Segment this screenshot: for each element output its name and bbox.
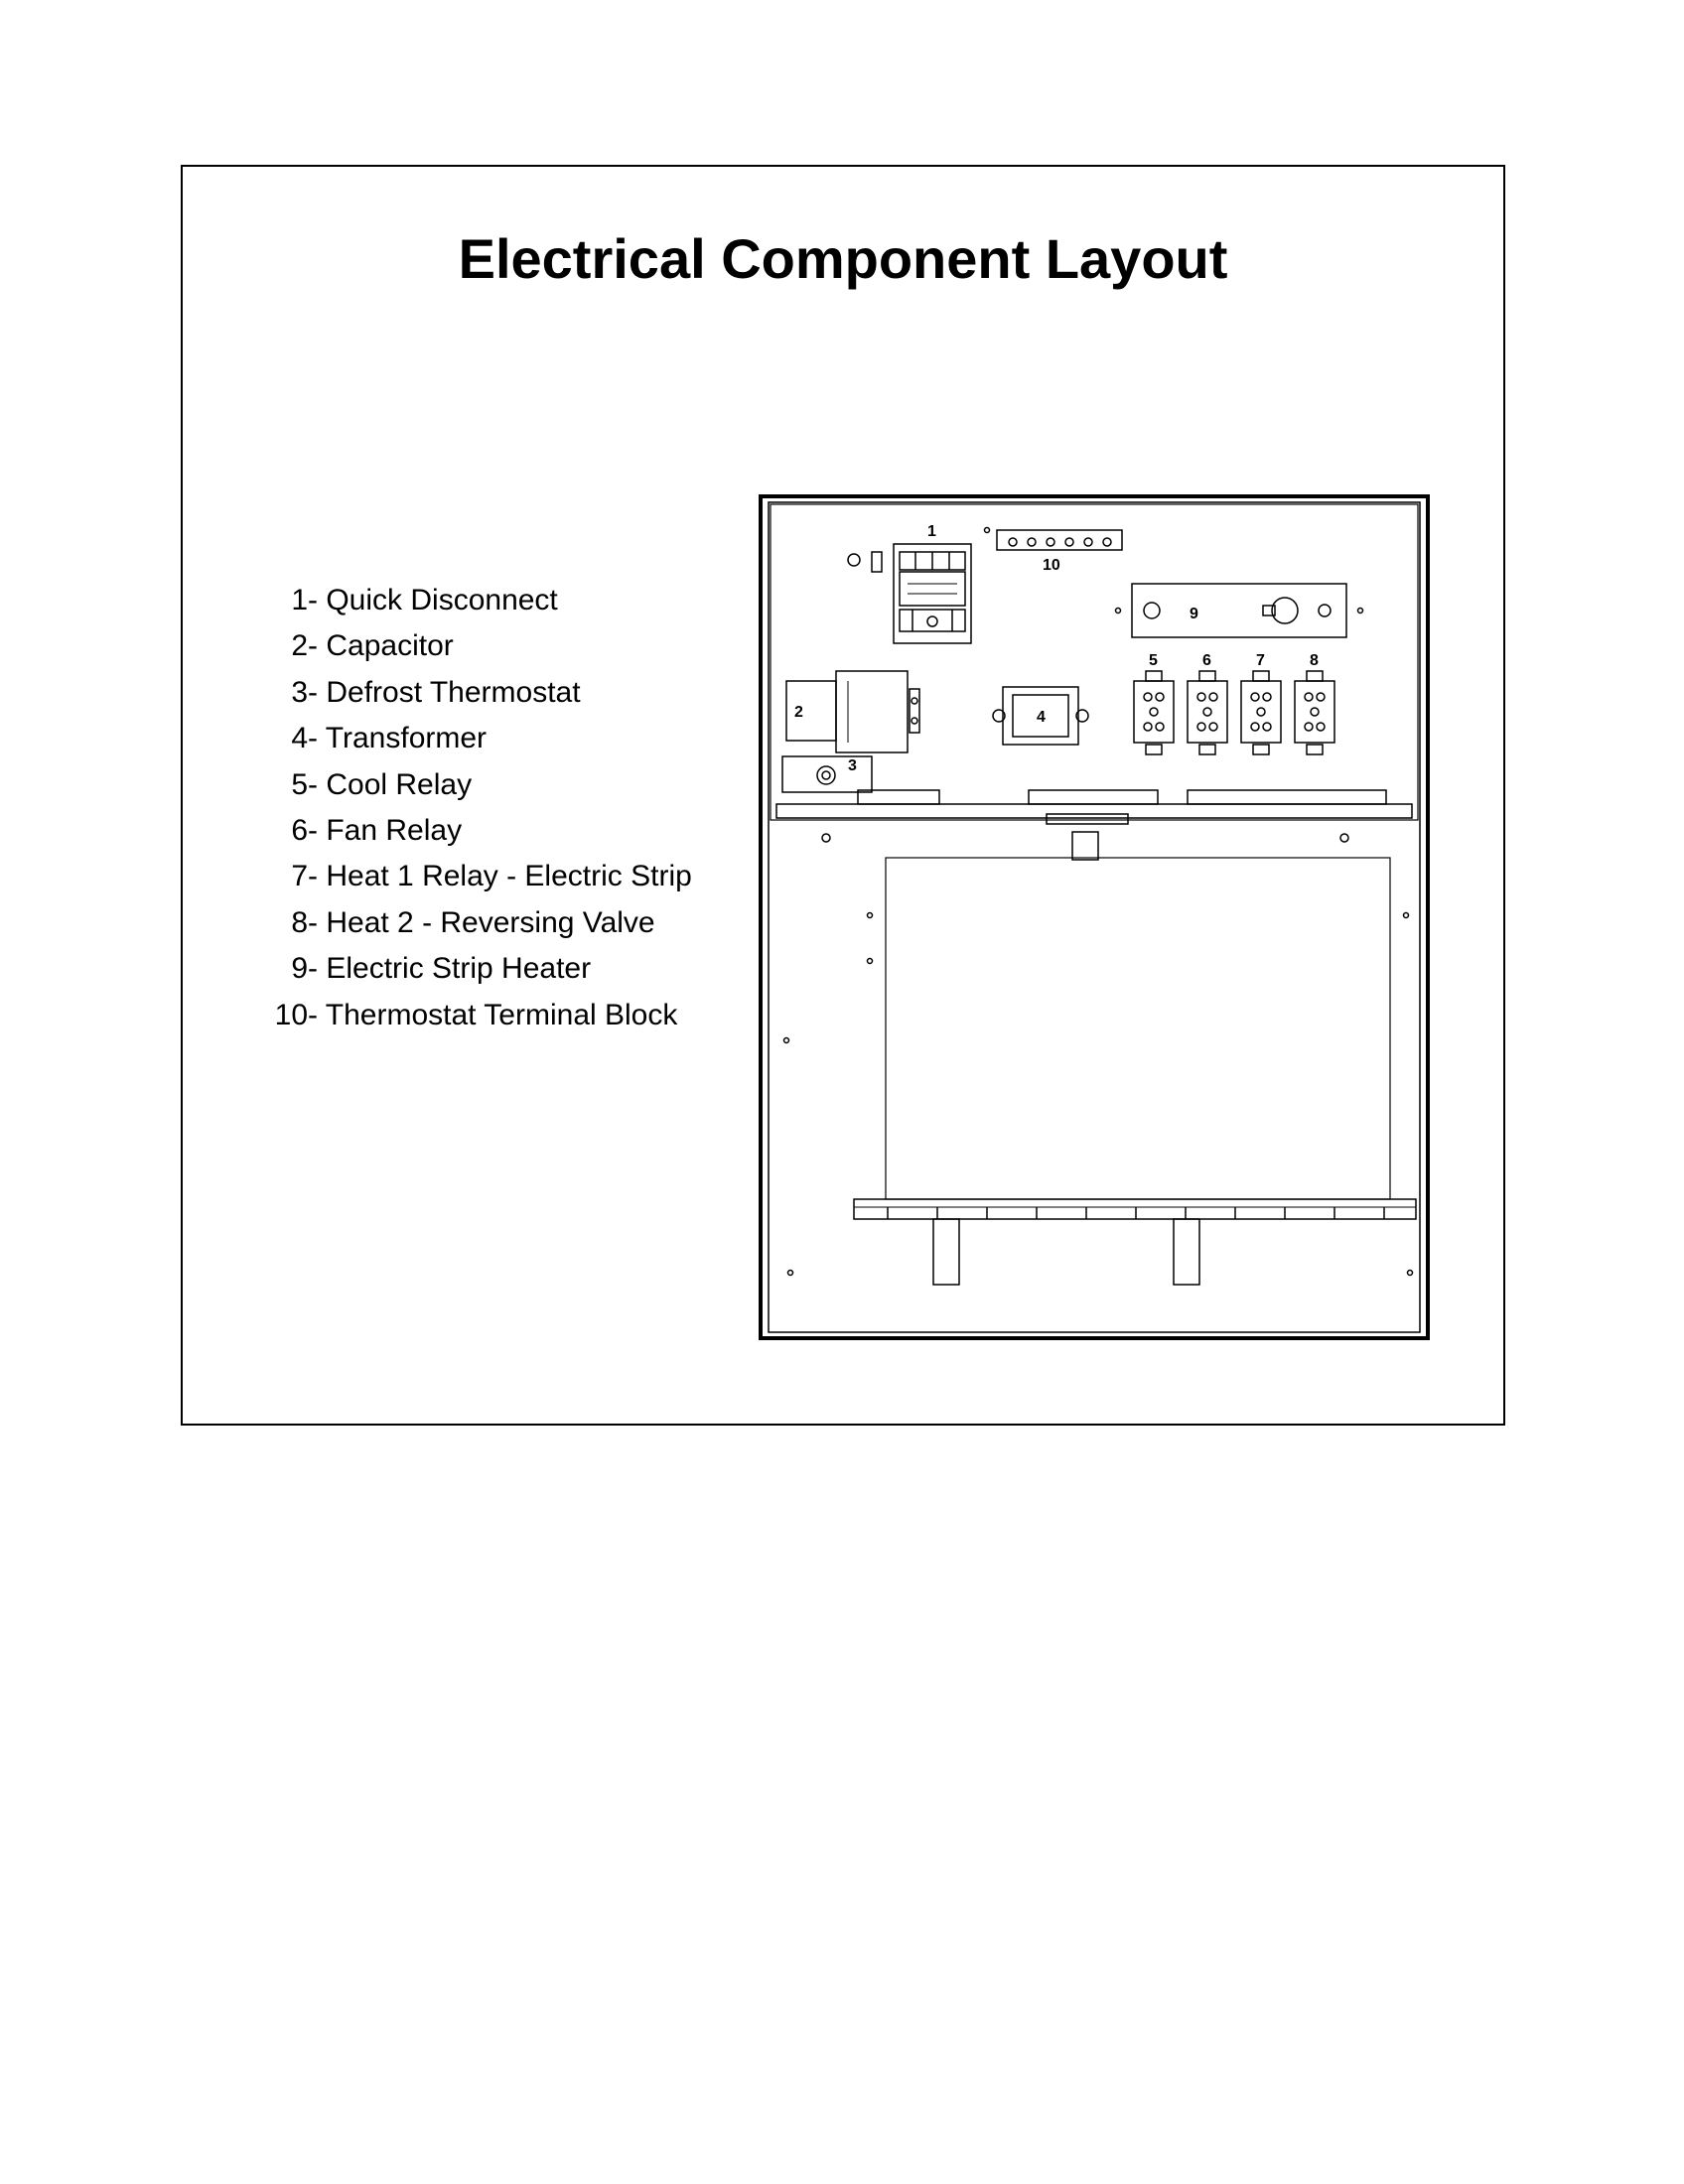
- callout-4: 4: [1037, 709, 1046, 726]
- cabinet-inner-outline: [769, 502, 1420, 1332]
- callout-6: 6: [1202, 652, 1211, 669]
- heater-bracket: [1072, 832, 1098, 860]
- fan-relay: [1188, 671, 1227, 754]
- legend-label: Heat 2 - Reversing Valve: [326, 905, 655, 939]
- cabinet-outline: [761, 496, 1428, 1338]
- legend-number: 4-: [291, 722, 318, 755]
- ledge-bracket: [1188, 790, 1386, 804]
- callout-8: 8: [1310, 652, 1319, 669]
- legend-item: [252, 762, 692, 808]
- legend-label: Cool Relay: [326, 767, 473, 801]
- ledge-clip: [1047, 814, 1128, 824]
- mounting-hole: [985, 528, 990, 533]
- electric-strip-heater: [1116, 584, 1363, 637]
- heat-1-relay: [1241, 671, 1281, 754]
- legend-item: [252, 854, 692, 899]
- legend-label: Defrost Thermostat: [326, 675, 581, 709]
- panel-ledge: [776, 804, 1412, 818]
- cool-relay: [1134, 671, 1174, 754]
- legend-number: 2-: [291, 629, 318, 663]
- legend-label: Thermostat Terminal Block: [325, 998, 678, 1031]
- legend-number: 6-: [291, 814, 318, 848]
- page-title: Electrical Component Layout: [458, 227, 1228, 290]
- mounting-hole: [822, 834, 830, 842]
- callout-9: 9: [1190, 606, 1198, 622]
- legend-number: 8-: [291, 905, 318, 939]
- capacitor: [786, 671, 919, 752]
- legend-item: [252, 900, 692, 946]
- terminal-strip: [872, 552, 882, 572]
- mounting-hole: [868, 959, 873, 964]
- legend-number: 9-: [291, 952, 318, 986]
- callout-7: 7: [1256, 652, 1265, 669]
- mounting-hole: [1404, 913, 1409, 918]
- mounting-bracket: [933, 1219, 959, 1285]
- legend-number: 5-: [291, 767, 318, 801]
- callout-10: 10: [1043, 557, 1060, 574]
- legend-label: Heat 1 Relay - Electric Strip: [326, 860, 692, 893]
- legend-item: [252, 578, 692, 623]
- access-cover: [886, 858, 1390, 1199]
- defrost-thermostat: [782, 756, 872, 792]
- heat-2-relay: [1295, 671, 1334, 754]
- legend-item: [252, 993, 692, 1038]
- bottom-rail: [854, 1199, 1416, 1219]
- legend-label: Electric Strip Heater: [326, 952, 592, 986]
- mounting-hole: [1340, 834, 1348, 842]
- quick-disconnect: [894, 544, 971, 643]
- layout-frame: [181, 165, 1505, 1426]
- legend-item: [252, 808, 692, 854]
- ledge-bracket: [1029, 790, 1158, 804]
- control-box-diagram: [759, 494, 1434, 1344]
- mounting-hole: [1408, 1271, 1413, 1276]
- component-legend: [252, 578, 692, 1038]
- callout-2: 2: [794, 704, 803, 721]
- callout-1: 1: [927, 523, 936, 540]
- legend-number: 10-: [274, 998, 318, 1031]
- mounting-hole: [868, 913, 873, 918]
- legend-label: Transformer: [325, 722, 488, 755]
- legend-item: [252, 716, 692, 761]
- legend-number: 1-: [291, 584, 318, 616]
- thermostat-terminal-block: [997, 530, 1122, 550]
- legend-item: [252, 946, 692, 992]
- mounting-hole: [784, 1038, 789, 1043]
- mounting-hole: [788, 1271, 793, 1276]
- mounting-bracket: [1174, 1219, 1199, 1285]
- legend-item: [252, 623, 692, 669]
- callout-5: 5: [1149, 652, 1158, 669]
- control-panel: [771, 504, 1418, 820]
- legend-label: Capacitor: [326, 629, 454, 663]
- legend-number: 3-: [291, 675, 318, 709]
- callout-3: 3: [848, 757, 857, 774]
- legend-label: Quick Disconnect: [326, 584, 558, 616]
- legend-item: [252, 670, 692, 716]
- legend-label: Fan Relay: [326, 814, 463, 848]
- legend-number: 7-: [291, 860, 318, 893]
- mounting-screw-icon: [848, 554, 860, 566]
